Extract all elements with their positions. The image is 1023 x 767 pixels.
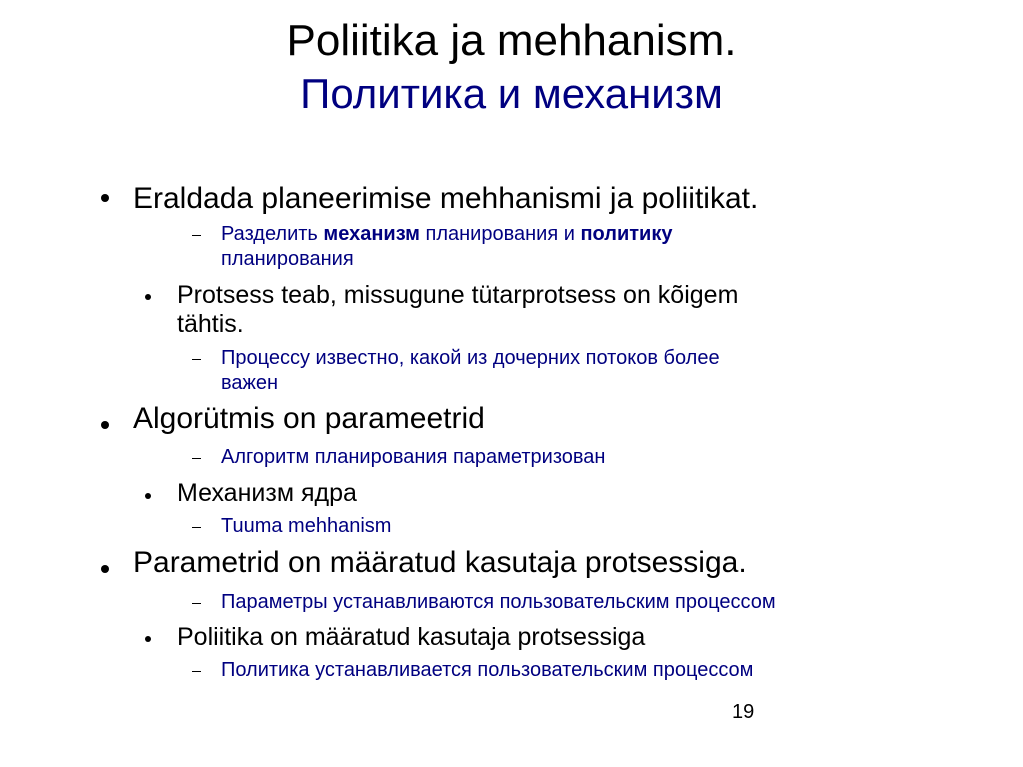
bullet-text: Eraldada planeerimise mehhanismi ja poliitikat. — [133, 182, 759, 215]
sub-text — [221, 222, 672, 246]
bullet-icon — [145, 294, 151, 300]
bullet-text: Механизм ядра — [177, 479, 357, 507]
dash-icon — [192, 671, 201, 672]
title-estonian: Poliitika ja mehhanism. — [286, 16, 737, 65]
bullet-text: Poliitika on määratud kasutaja protsessiga — [177, 623, 646, 651]
bullet-text: Algorütmis on parameetrid — [133, 402, 485, 435]
title-russian: Политика и механизм — [300, 70, 723, 117]
bullet-icon — [145, 636, 151, 642]
slide-title — [0, 14, 1023, 120]
dash-icon — [192, 458, 201, 459]
sub-text: Tuuma mehhanism — [221, 515, 392, 537]
dash-icon — [192, 527, 201, 528]
sub-text-bold: политику — [580, 223, 673, 245]
dash-icon — [192, 603, 201, 604]
bullet-icon — [101, 194, 109, 202]
sub-text: Параметры устанавливаются пользовательским процессом — [221, 591, 776, 613]
bullet-text-line2: tähtis. — [177, 310, 244, 338]
bullet-icon — [145, 493, 151, 499]
bullet-text: Protsess teab, missugune tütarprotsess on kõigem — [177, 281, 739, 309]
sub-text: Алгоритм планирования параметризован — [221, 446, 606, 468]
bullet-icon — [101, 421, 109, 429]
dash-icon — [192, 235, 201, 236]
dash-icon — [192, 359, 201, 360]
sub-text-part: планирования и — [419, 223, 581, 245]
bullet-text: Parametrid on määratud kasutaja protsessiga. — [133, 546, 747, 579]
sub-text: Процессу известно, какой из дочерних потоков более — [221, 347, 720, 369]
sub-text: Политика устанавливается пользовательским процессом — [221, 659, 754, 681]
sub-text-bold: механизм — [323, 223, 420, 245]
sub-text-line2: планирования — [221, 248, 354, 270]
page-number: 19 — [732, 701, 755, 723]
sub-text-line2: важен — [221, 372, 279, 394]
bullet-icon — [101, 565, 109, 573]
sub-text-part: Разделить — [221, 223, 324, 245]
